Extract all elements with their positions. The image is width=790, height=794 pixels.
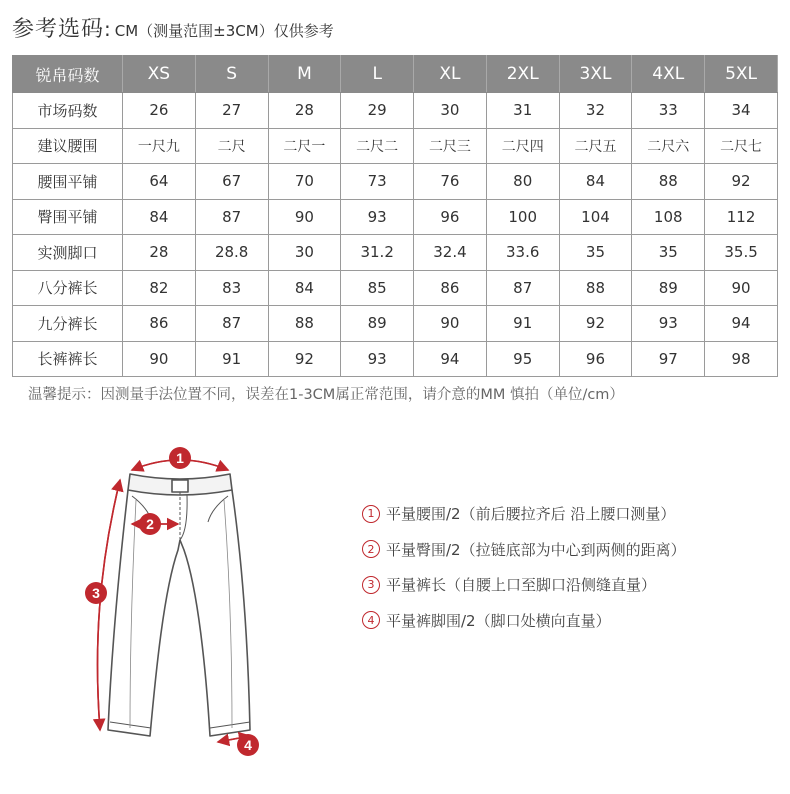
table-cell: 83 xyxy=(195,270,268,306)
table-cell: 97 xyxy=(632,341,705,377)
header-size-label: 锐帛码数 xyxy=(13,56,123,93)
table-cell: 29 xyxy=(341,93,414,129)
tip-note: 温馨提示：因测量手法位置不同，误差在1-3CM属正常范围，请介意的MM 慎拍（单位/cm） xyxy=(28,387,624,403)
table-cell: 82 xyxy=(123,270,196,306)
table-cell: 90 xyxy=(268,199,341,235)
header-size-6: 2XL xyxy=(486,56,559,93)
table-cell: 28 xyxy=(123,235,196,271)
legend-item xyxy=(362,603,686,639)
table-cell: 85 xyxy=(341,270,414,306)
table-cell: 33 xyxy=(632,93,705,129)
header-size-8: 4XL xyxy=(632,56,705,93)
table-cell: 二尺六 xyxy=(632,128,705,164)
table-cell: 80 xyxy=(486,164,559,200)
legend-text: 平量裤长（自腰上口至脚口沿侧缝直量） xyxy=(386,576,657,595)
table-row xyxy=(13,199,778,235)
table-cell: 76 xyxy=(414,164,487,200)
table-cell: 88 xyxy=(268,306,341,342)
table-cell: 98 xyxy=(705,341,778,377)
marker-4 xyxy=(237,734,259,756)
table-cell: 67 xyxy=(195,164,268,200)
table-cell: 95 xyxy=(486,341,559,377)
legend-text: 平量裤脚围/2（脚口处横向直量） xyxy=(386,611,611,630)
table-cell: 33.6 xyxy=(486,235,559,271)
svg-text:2: 2 xyxy=(146,516,154,532)
table-cell: 88 xyxy=(559,270,632,306)
row-label: 建议腰围 xyxy=(13,128,123,164)
table-cell: 90 xyxy=(123,341,196,377)
table-cell: 90 xyxy=(705,270,778,306)
table-cell: 94 xyxy=(705,306,778,342)
table-cell: 92 xyxy=(268,341,341,377)
table-cell: 104 xyxy=(559,199,632,235)
table-cell: 28.8 xyxy=(195,235,268,271)
pants-illustration xyxy=(60,440,300,775)
row-label: 长裤裤长 xyxy=(13,341,123,377)
table-cell: 91 xyxy=(486,306,559,342)
table-cell: 二尺 xyxy=(195,128,268,164)
header-size-9: 5XL xyxy=(705,56,778,93)
row-label: 八分裤长 xyxy=(13,270,123,306)
table-cell: 30 xyxy=(268,235,341,271)
title-subtitle: CM（测量范围±3CM）仅供参考 xyxy=(114,22,334,40)
table-cell: 89 xyxy=(632,270,705,306)
table-cell: 92 xyxy=(559,306,632,342)
page-title xyxy=(12,12,334,48)
table-cell: 73 xyxy=(341,164,414,200)
table-cell: 108 xyxy=(632,199,705,235)
title-main: 参考选码 xyxy=(12,17,105,42)
legend-text: 平量腰围/2（前后腰拉齐后 沿上腰口测量） xyxy=(386,505,676,524)
row-label: 市场码数 xyxy=(13,93,123,129)
table-header-row xyxy=(13,56,778,93)
table-cell: 30 xyxy=(414,93,487,129)
measurement-legend xyxy=(362,496,686,638)
table-cell: 93 xyxy=(632,306,705,342)
header-size-5: XL xyxy=(414,56,487,93)
table-cell: 35.5 xyxy=(705,235,778,271)
legend-text: 平量臀围/2（拉链底部为中心到两侧的距离） xyxy=(386,540,686,559)
table-cell: 92 xyxy=(705,164,778,200)
header-size-2: S xyxy=(195,56,268,93)
table-row xyxy=(13,235,778,271)
table-cell: 二尺二 xyxy=(341,128,414,164)
table-cell: 一尺九 xyxy=(123,128,196,164)
header-size-7: 3XL xyxy=(559,56,632,93)
legend-number-icon: 1 xyxy=(362,505,380,523)
table-cell: 28 xyxy=(268,93,341,129)
table-cell: 91 xyxy=(195,341,268,377)
legend-item xyxy=(362,567,686,603)
row-label: 九分裤长 xyxy=(13,306,123,342)
legend-item xyxy=(362,532,686,568)
svg-text:3: 3 xyxy=(92,585,100,601)
table-cell: 112 xyxy=(705,199,778,235)
table-cell: 93 xyxy=(341,199,414,235)
table-cell: 二尺七 xyxy=(705,128,778,164)
table-cell: 26 xyxy=(123,93,196,129)
table-row xyxy=(13,93,778,129)
table-cell: 86 xyxy=(414,270,487,306)
table-cell: 27 xyxy=(195,93,268,129)
table-cell: 二尺三 xyxy=(414,128,487,164)
table-cell: 84 xyxy=(268,270,341,306)
table-cell: 84 xyxy=(559,164,632,200)
legend-item xyxy=(362,496,686,532)
svg-text:4: 4 xyxy=(244,737,252,753)
table-row xyxy=(13,128,778,164)
pants-diagram xyxy=(60,440,300,775)
pants-outline xyxy=(108,474,250,736)
header-size-1: XS xyxy=(123,56,196,93)
size-table xyxy=(12,55,778,377)
table-row xyxy=(13,164,778,200)
table-row xyxy=(13,306,778,342)
table-cell: 89 xyxy=(341,306,414,342)
table-cell: 87 xyxy=(195,306,268,342)
marker-2 xyxy=(139,513,161,535)
table-cell: 84 xyxy=(123,199,196,235)
table-cell: 87 xyxy=(486,270,559,306)
table-cell: 88 xyxy=(632,164,705,200)
table-cell: 34 xyxy=(705,93,778,129)
table-cell: 93 xyxy=(341,341,414,377)
table-cell: 32 xyxy=(559,93,632,129)
table-cell: 31 xyxy=(486,93,559,129)
table-cell: 二尺四 xyxy=(486,128,559,164)
table-cell: 32.4 xyxy=(414,235,487,271)
table-row xyxy=(13,270,778,306)
legend-number-icon: 4 xyxy=(362,611,380,629)
table-cell: 94 xyxy=(414,341,487,377)
table-cell: 87 xyxy=(195,199,268,235)
table-cell: 二尺五 xyxy=(559,128,632,164)
table-cell: 96 xyxy=(559,341,632,377)
table-cell: 90 xyxy=(414,306,487,342)
table-cell: 35 xyxy=(559,235,632,271)
table-row xyxy=(13,341,778,377)
table-cell: 100 xyxy=(486,199,559,235)
row-label: 腰围平铺 xyxy=(13,164,123,200)
legend-number-icon: 3 xyxy=(362,576,380,594)
header-size-3: M xyxy=(268,56,341,93)
table-cell: 86 xyxy=(123,306,196,342)
table-cell: 31.2 xyxy=(341,235,414,271)
marker-1 xyxy=(169,447,191,469)
table-cell: 96 xyxy=(414,199,487,235)
table-cell: 70 xyxy=(268,164,341,200)
legend-number-icon: 2 xyxy=(362,540,380,558)
title-colon: : xyxy=(104,17,111,41)
header-size-4: L xyxy=(341,56,414,93)
svg-text:1: 1 xyxy=(176,450,184,466)
table-cell: 二尺一 xyxy=(268,128,341,164)
marker-3 xyxy=(85,582,107,604)
table-cell: 64 xyxy=(123,164,196,200)
row-label: 实测脚口 xyxy=(13,235,123,271)
row-label: 臀围平铺 xyxy=(13,199,123,235)
table-cell: 35 xyxy=(632,235,705,271)
